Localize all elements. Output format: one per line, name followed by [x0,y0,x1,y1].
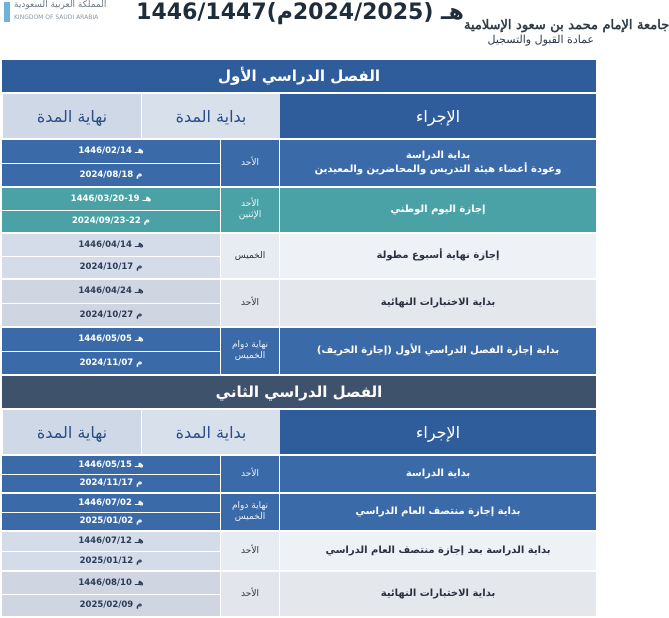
procedure-text: إجازة نهاية أسبوع مطولة [280,234,596,278]
hijri-date: 1446/05/05 هـ [2,328,220,352]
semester2-rows [2,456,596,618]
calendar-table [2,60,596,618]
procedure-text: بداية الاختبارات النهائية [280,572,596,616]
date-cells [2,234,220,278]
date-cells [2,140,220,186]
date-cells [2,572,220,616]
procedure-text: بداية إجازة الفصل الدراسي الأول (إجازة الخريف) [280,328,596,374]
procedure-text: بداية الدراسة [280,456,596,492]
day-name: الأحد [220,456,280,492]
gregorian-date: 2024/10/27 م [2,304,220,327]
deanship-name: عمادة القبول والتسجيل [487,33,594,46]
gregorian-date: 2025/01/12 م [2,552,220,571]
date-cells [2,188,220,232]
date-cells [2,494,220,530]
date-cells [2,456,220,492]
semester1-rows [2,140,596,376]
kingdom-name-en: KINGDOM OF SAUDI ARABIA [14,14,99,21]
semester1-row [2,140,596,188]
semester2-row [2,572,596,618]
semester2-column-headers [2,410,596,456]
semester2-title: الفصل الدراسي الثاني [2,376,596,410]
gregorian-date: 2024/11/07 م [2,352,220,375]
semester1-row [2,234,596,280]
gregorian-date: 2024/11/17 م [2,475,220,493]
day-name: الأحد الإثنين [220,188,280,232]
hijri-date: 1446/04/14 هـ [2,234,220,257]
hijri-date: 1446/03/20-19 هـ [2,188,220,211]
procedure-text: بداية إجازة منتصف العام الدراسي [280,494,596,530]
column-start: بداية المدة [141,410,280,454]
day-name: نهاية دوام الخميس [220,494,280,530]
semester1-title: الفصل الدراسي الأول [2,60,596,94]
day-name: الأحد [220,572,280,616]
procedure-text: بداية الاختبارات النهائية [280,280,596,326]
day-name: نهاية دوام الخميس [220,328,280,374]
gregorian-date: 2025/02/09 م [2,595,220,617]
university-logo [464,18,669,46]
column-end: نهاية المدة [2,410,141,454]
gregorian-date: 2024/09/23-22 م [2,211,220,233]
hijri-date: 1446/04/24 هـ [2,280,220,304]
procedure-text: إجازة اليوم الوطني [280,188,596,232]
column-procedure: الإجراء [280,410,596,454]
date-cells [2,280,220,326]
semester1-row [2,280,596,328]
column-start: بداية المدة [141,94,280,138]
semester2-row [2,456,596,494]
gregorian-date: 2024/10/17 م [2,257,220,279]
day-name: الخميس [220,234,280,278]
day-name: الأحد [220,280,280,326]
semester1-column-headers [2,94,596,140]
page-header [0,0,669,60]
semester1-row [2,188,596,234]
university-name: جامعة الإمام محمد بن سعود الإسلامية [464,18,669,33]
kingdom-name-ar: المملكة العربية السعودية [14,0,107,10]
column-procedure: الإجراء [280,94,596,138]
gregorian-date: 2025/01/02 م [2,513,220,531]
hijri-date: 1446/07/02 هـ [2,494,220,513]
procedure-text: بداية الدراسة بعد إجازة منتصف العام الدراسي [280,532,596,570]
semester2-row [2,532,596,572]
semester1-row [2,328,596,376]
page-title: 1446/1447هـ (2024/2025م) [136,0,464,25]
procedure-text: بداية الدراسة وعودة أعضاء هيئة التدريس والمحاضرين والمعيدين [280,140,596,186]
day-name: الأحد [220,532,280,570]
hijri-date: 1446/07/12 هـ [2,532,220,552]
column-end: نهاية المدة [2,94,141,138]
semester2-row [2,494,596,532]
hijri-date: 1446/02/14 هـ [2,140,220,164]
hijri-date: 1446/08/10 هـ [2,572,220,595]
date-cells [2,328,220,374]
gregorian-date: 2024/08/18 م [2,164,220,187]
date-cells [2,532,220,570]
hijri-date: 1446/05/15 هـ [2,456,220,475]
day-name: الأحد [220,140,280,186]
